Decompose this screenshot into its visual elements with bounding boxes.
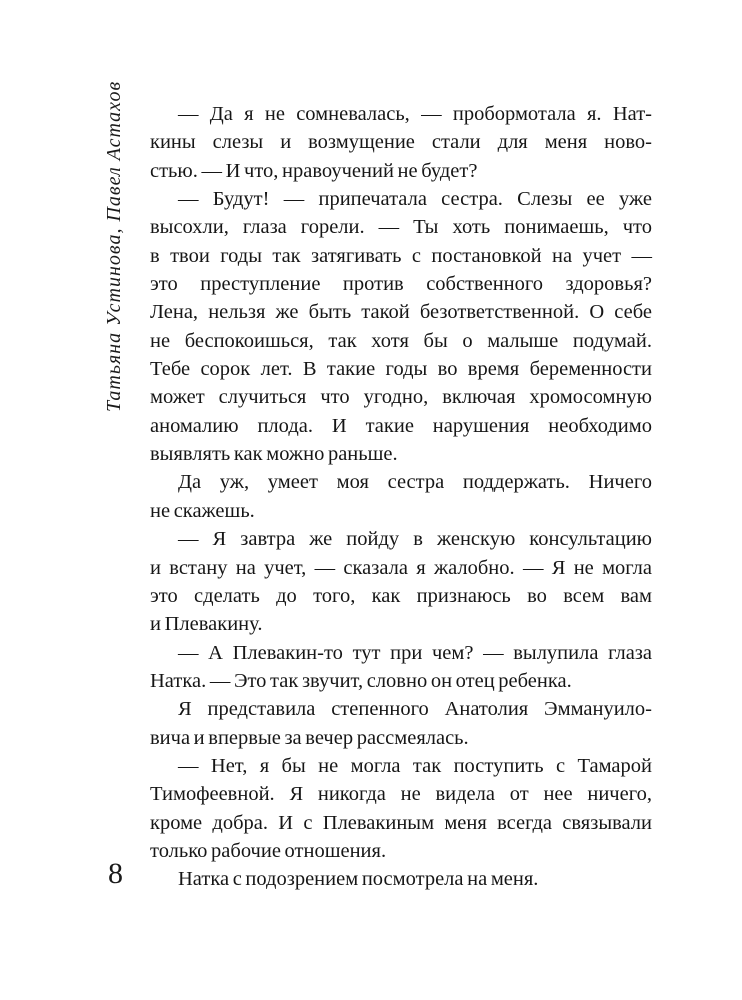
text-line: в твои годы так затягивать с постановкой на учет — xyxy=(150,244,652,267)
author-header-vertical: Татьяна Устинова, Павел Астахов xyxy=(103,80,125,412)
paragraph xyxy=(150,639,652,696)
text-line: Тебе сорок лет. В такие годы во время беременности xyxy=(150,358,652,381)
text-line: высохли, глаза горели. — Ты хоть понимаешь, что xyxy=(150,216,652,239)
text-line: вича и впервые за вечер рассмеялась. xyxy=(150,726,469,749)
text-line: — Я завтра же пойду в женскую консультацию xyxy=(178,528,652,551)
text-line: Я представила степенного Анатолия Эммануило- xyxy=(178,698,652,721)
text-block xyxy=(150,100,652,894)
text-line: аномалию плода. И такие нарушения необходимо xyxy=(150,414,652,437)
text-line: кины слезы и возмущение стали для меня ново- xyxy=(150,131,652,154)
paragraph xyxy=(150,752,652,865)
text-line: только рабочие отношения. xyxy=(150,839,387,862)
text-line: Лена, нельзя же быть такой безответственной. О себе xyxy=(150,301,652,324)
paragraph xyxy=(150,525,652,638)
text-line: это сделать до того, как признаюсь во всем вам xyxy=(150,584,652,607)
paragraph xyxy=(150,695,652,752)
text-line: не скажешь. xyxy=(150,499,255,522)
text-line: может случиться что угодно, включая хромосомную xyxy=(150,386,652,409)
text-line: Натка. — Это так звучит, словно он отец ребенка. xyxy=(150,669,572,692)
text-line: не беспокоишься, так хотя бы о малыше подумай. xyxy=(150,329,652,352)
text-line: Да уж, умеет моя сестра поддержать. Ничего xyxy=(178,471,652,494)
text-line: — Нет, я бы не могла так поступить с Тамарой xyxy=(178,754,652,777)
text-line: — Будут! — припечатала сестра. Слезы ее уже xyxy=(178,188,652,211)
text-line: Тимофеевной. Я никогда не видела от нее ничего, xyxy=(150,783,652,806)
text-line: выявлять как можно раньше. xyxy=(150,443,398,466)
text-line: Натка с подозрением посмотрела на меня. xyxy=(178,868,539,891)
text-line: это преступление против собственного здоровья? xyxy=(150,273,652,296)
text-line: и Плевакину. xyxy=(150,613,263,636)
text-line: и встану на учет, — сказала я жалобно. — Я не могла xyxy=(150,556,652,579)
paragraph xyxy=(150,100,652,185)
page-number: 8 xyxy=(108,857,123,890)
text-line: кроме добра. И с Плевакиным меня всегда связывали xyxy=(150,811,652,834)
paragraph xyxy=(150,185,652,468)
text-line: стью. — И что, нравоучений не будет? xyxy=(150,159,478,182)
text-line: — А Плевакин-то тут при чем? — вылупила глаза xyxy=(178,641,652,664)
paragraph xyxy=(150,468,652,525)
paragraph xyxy=(150,865,652,893)
text-line: — Да я не сомневалась, — пробормотала я. Нат- xyxy=(178,103,652,125)
